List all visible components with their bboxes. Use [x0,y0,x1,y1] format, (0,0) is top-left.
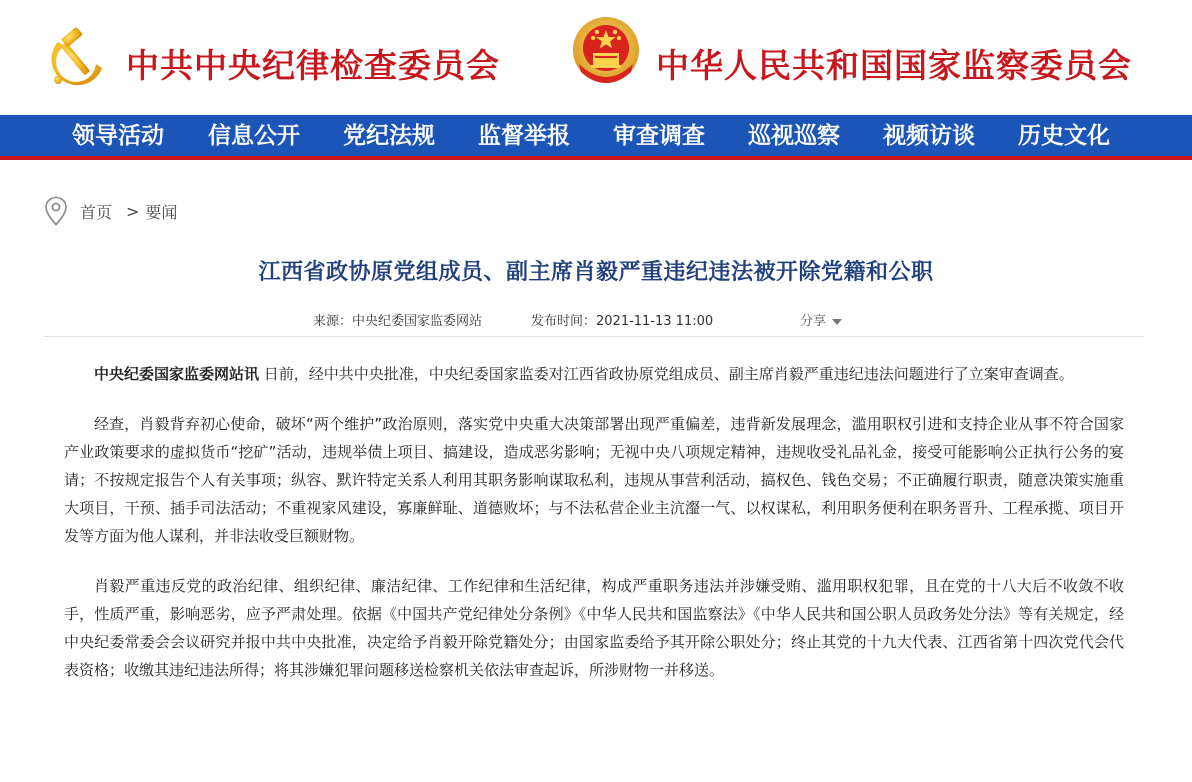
nav-item-investigation[interactable]: 审查调查 [613,122,705,149]
location-pin-icon [44,196,68,226]
nav-item-info-disclosure[interactable]: 信息公开 [208,122,300,149]
nav-item-report[interactable]: 监督举报 [478,122,570,149]
national-supervisory-commission-title[interactable]: 中华人民共和国国家监察委员会 [656,46,1132,85]
cpc-discipline-commission-title[interactable]: 中共中央纪律检查委员会 [126,46,500,85]
article-paragraph-1 [64,360,1124,388]
article-paragraph-3: 肖毅严重违反党的政治纪律、组织纪律、廉洁纪律、工作纪律和生活纪律，构成严重职务违法并涉嫌受贿、滥用职权犯罪，且在党的十八大后不收敛不收手，性质严重，影响恶劣，应予严肃处理。依据《中国共产党纪律处分条例》《中华人民共和国监察法》《中华人民共和国公职人员政务处分法》等有关规定，经中央纪委常委会会议研究并报中共中央批准，决定给予肖毅开除党籍处分；由国家监委给予其开除公职处分；终止其党的十九大代表、江西省第十四次党代会代表资格；收缴其违纪违法所得；将其涉嫌犯罪问题移送检察机关依法审查起诉，所涉财物一并移送。 [64,577,1124,679]
breadcrumb-current[interactable]: 要闻 [145,202,178,222]
breadcrumb [44,196,177,226]
article-title: 江西省政协原党组成员、副主席肖毅严重违纪违法被开除党籍和公职 [258,260,934,285]
article-body [64,360,1124,706]
nav-item-leadership[interactable]: 领导活动 [72,122,164,149]
nav-item-video[interactable]: 视频访谈 [883,122,975,149]
share-button[interactable] [800,310,842,329]
article-paragraph-2: 经查，肖毅背弃初心使命，破坏“两个维护”政治原则，落实党中央重大决策部署出现严重偏差，违背新发展理念，滥用职权引进和支持企业从事不符合国家产业政策要求的虚拟货币“挖矿”活动，违规举债上项目、搞建设，造成恶劣影响；无视中央八项规定精神，违规收受礼品礼金，接受可能影响公正执行公务的宴请；不按规定报告个人有关事项；纵容、默许特定关系人利用其职务影响谋取私利，违规从事营利活动，搞权色、钱色交易；不正确履行职责，随意决策实施重大项目，干预、插手司法活动；不重视家风建设，寡廉鲜耻、道德败坏；与不法私营企业主沆瀣一气、以权谋私，利用职务便利在职务晋升、工程承揽、项目开发等方面为他人谋利，并非法收受巨额财物。 [64,415,1124,545]
meta-divider [44,336,1144,337]
nav-item-inspection[interactable]: 巡视巡察 [748,122,840,149]
article-paragraph-1-text: 日前，经中共中央批准，中央纪委国家监委对江西省政协原党组成员、副主席肖毅严重违纪违法问题进行了立案审查调查。 [259,365,1074,383]
article-lead-source: 中央纪委国家监委网站讯 [94,365,260,383]
nav-accent-bar [0,156,1192,160]
site-header [0,0,1192,114]
share-label: 分享 [800,314,827,329]
article-source: 来源：中央纪委国家监委网站 [313,314,483,329]
party-emblem-icon[interactable] [44,22,112,90]
chevron-down-icon [832,319,842,325]
breadcrumb-separator: > [126,201,140,221]
main-nav [0,115,1192,156]
article-publish-time: 发布时间：2021-11-13 11:00 [531,314,714,329]
national-emblem-icon[interactable] [571,16,641,88]
breadcrumb-home-link[interactable]: 首页 [80,202,113,222]
nav-item-regulations[interactable]: 党纪法规 [343,122,435,149]
nav-item-history[interactable]: 历史文化 [1018,122,1110,149]
